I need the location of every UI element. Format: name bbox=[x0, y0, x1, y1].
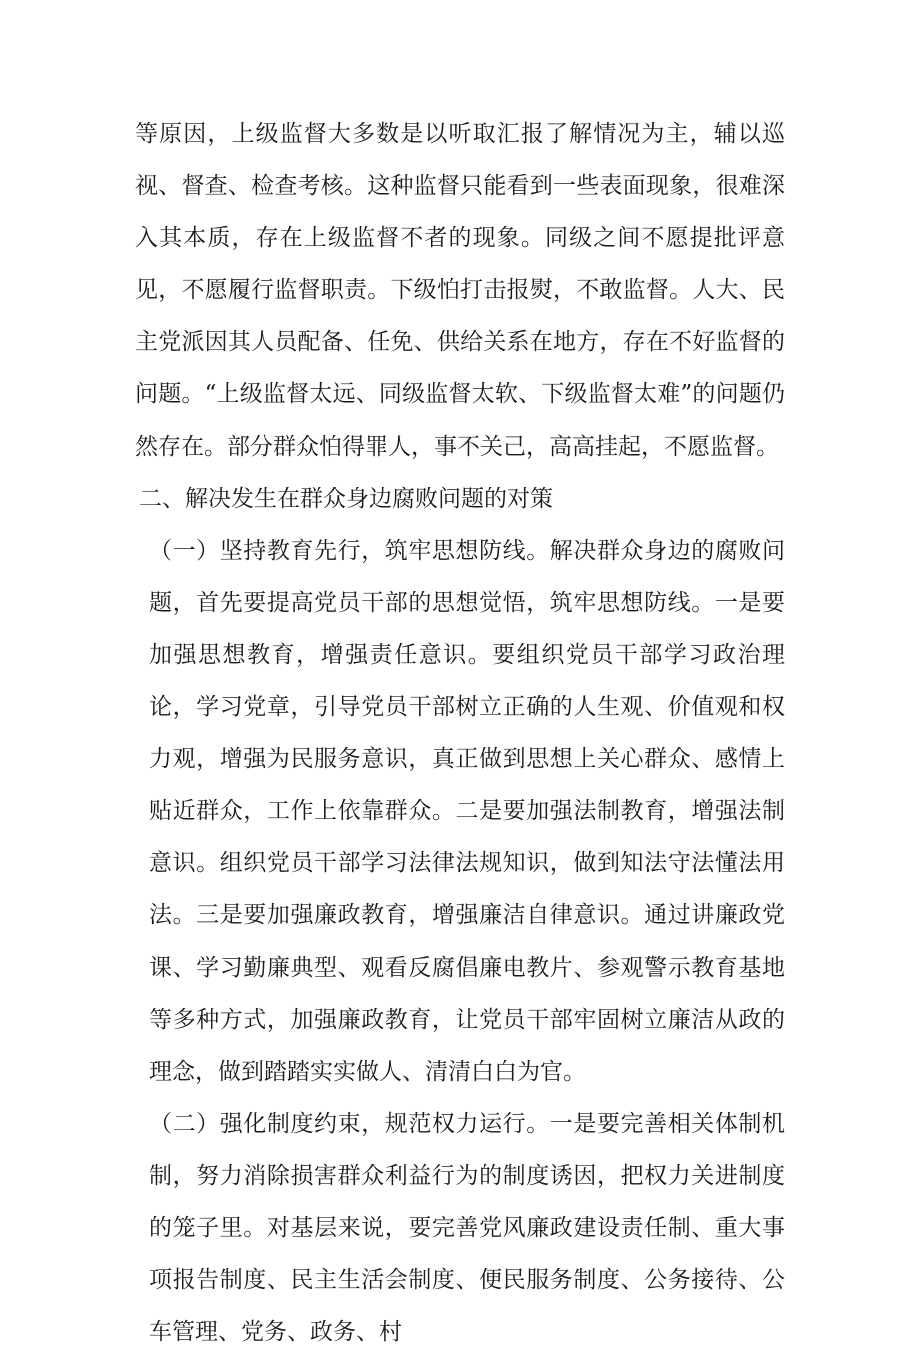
paragraph-supervision-issues: 等原因，上级监督大多数是以听取汇报了解情况为主，辅以巡视、督查、检查考核。这种监督只能看到一些表面现象，很难深入其本质，存在上级监督不者的现象。同级之间不愿提批评意见，不愿履行监督职责。下级怕打击报熨，不敢监督。人大、民主党派因其人员配备、任免、供给关系在地方，存在不好监督的问题。“上级监督太远、同级监督太软、下级监督太难”的问题仍然存在。部分群众怕得罪人，事不关己，高高挂起，不愿监督。 bbox=[135, 121, 785, 460]
paragraph-institutional-constraints: （二）强化制度约束，规范权力运行。一是要完善相关体制机制，努力消除损害群众利益行为的制度诱因，把权力关进制度的笼子里。对基层来说，要完善党风廉政建设责任制、重大事项报告制度、民主生活会制度、便民服务制度、公务接待、公车管理、党务、政务、村 bbox=[149, 1110, 785, 1346]
section-heading-countermeasures: 二、解决发生在群众身边腐败问题的对策 bbox=[139, 485, 553, 512]
document-body bbox=[135, 108, 785, 1358]
paragraph-education-first: （一）坚持教育先行，筑牢思想防线。解决群众身边的腐败问题，首先要提高党员干部的思想觉悟，筑牢思想防线。一是要加强思想教育，增强责任意识。要组织党员干部学习政治理论，学习党章，引导党员干部树立正确的人生观、价值观和权力观，增强为民服务意识，真正做到思想上关心群众、感情上贴近群众，工作上依靠群众。二是要加强法制教育，增强法制意识。组织党员干部学习法律法规知识，做到知法守法懂法用法。三是要加强廉政教育，增强廉洁自律意识。通过讲廉政党课、学习勤廉典型、观看反腐倡廉电教片、参观警示教育基地等多种方式，加强廉政教育，让党员干部牢固树立廉洁从政的理念，做到踏踏实实做人、清清白白为官。 bbox=[149, 537, 785, 1085]
